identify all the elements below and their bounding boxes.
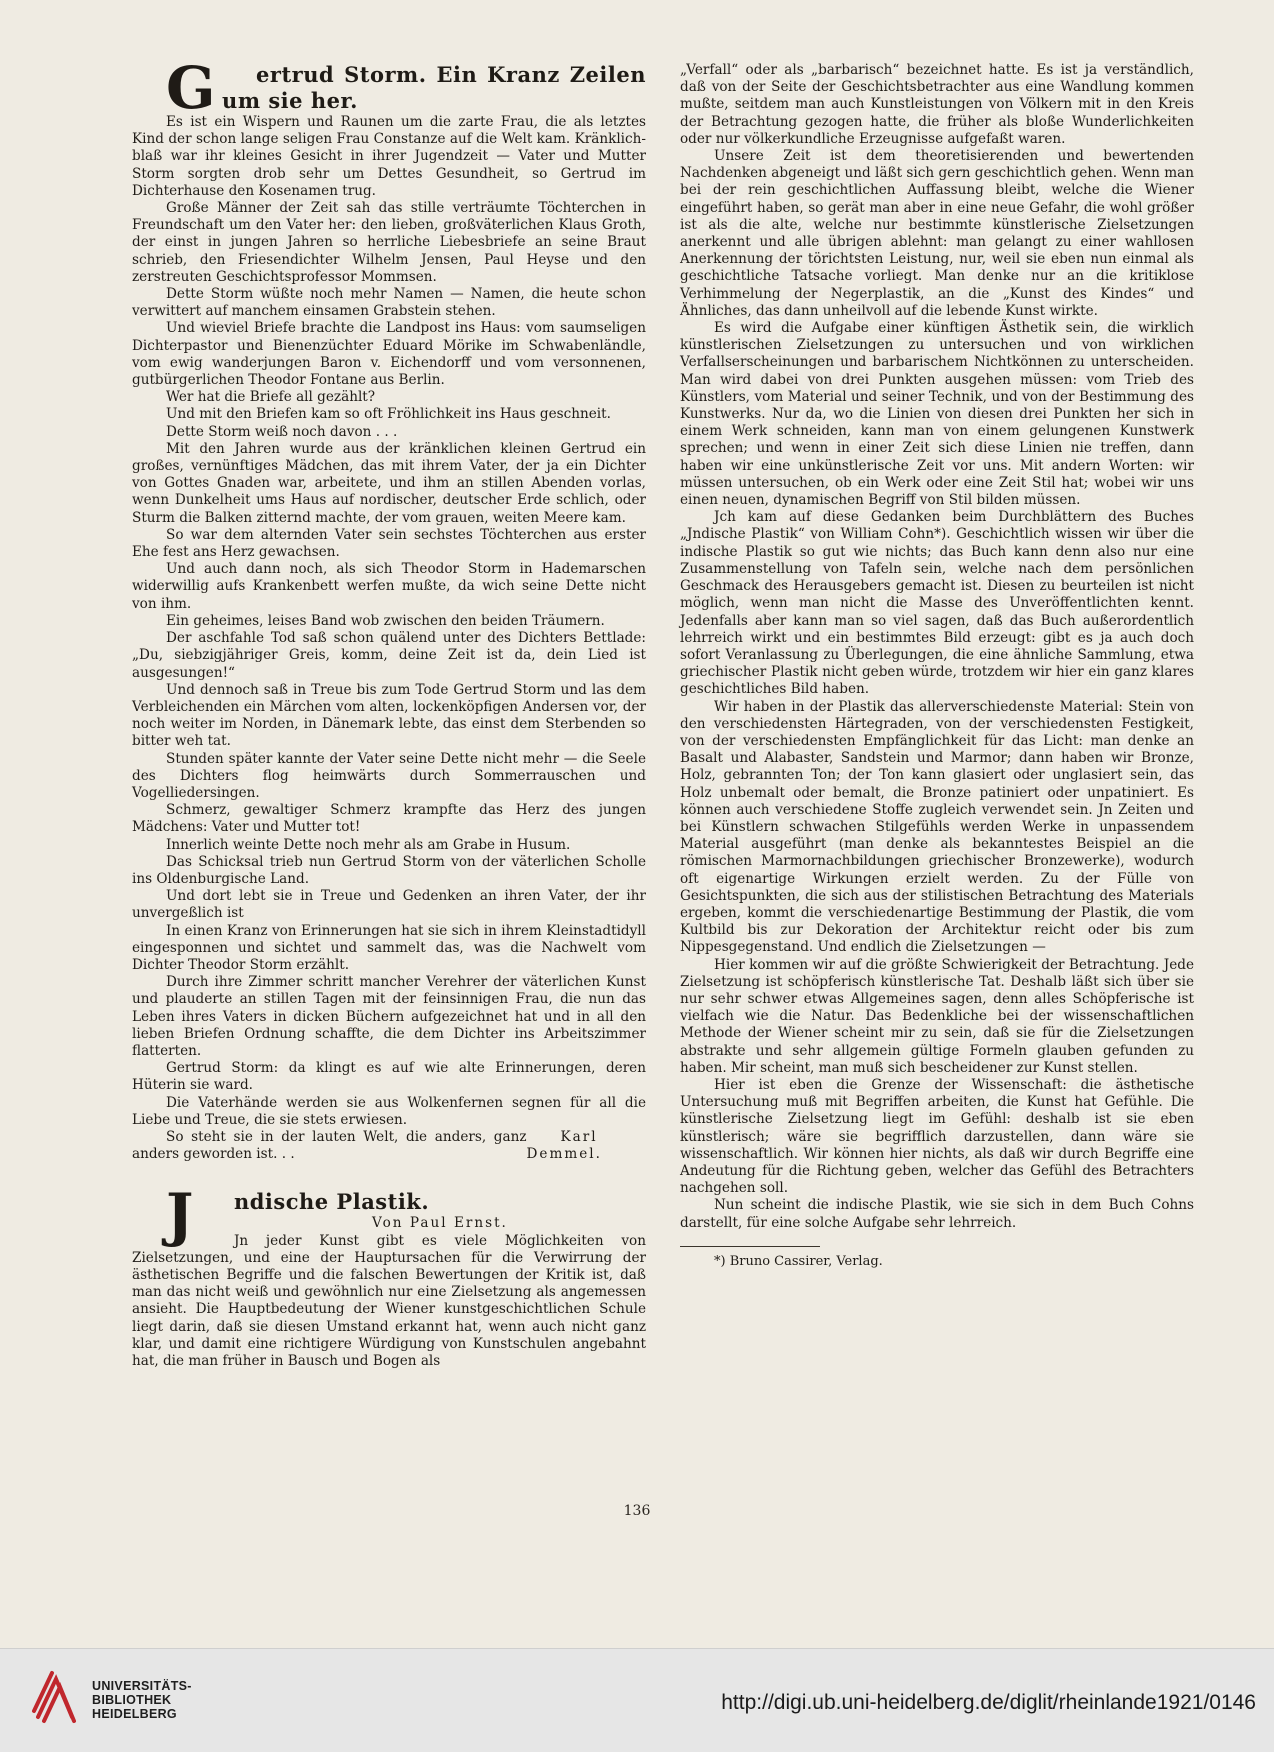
paragraph: Es wird die Aufgabe einer künftigen Ästhetik sein, die wirklich künstlerischen Zielsetzungen zu untersuchen und von wirklichen Verfallserscheinungen und barbarischem Nichtkönnen zu unterscheiden. Man wird dabei von drei Punkten ausgehen müssen: vom Trieb des Künstlers, vom Material und seiner Technik, und von der Bestimmung des Kunstwerks. Nur da, wo die Linien von diesen drei Punkten her sich in einem Werk schneiden, kann man von einem gelungenen Kunstwerk sprechen; und wenn in einer Zeit sich diese Linien nie treffen, dann haben wir eine unkünstlerische Zeit vor uns. Mit andern Worten: wir müssen untersuchen, ob ein Werk oder eine Zeit Stil hat; wobei wir uns einen neuen, dynamischen Begriff von Stil bilden müssen. xyxy=(680,320,1194,509)
paragraph: Hier ist eben die Grenze der Wissenschaft: die ästhetische Untersuchung muß mit Begriffen arbeiten, die Kunst hat Gefühle. Die künstlerische Zielsetzung liegt im Gefühl: deshalb ist sie eben künstlerisch; wäre sie begrifflich darzustellen, dann wäre sie wissenschaftlich. Wir können hier nichts, als daß wir durch Begriffe eine Andeutung für die Richtung geben, welcher das Gefühl des Betrachters nachgehen soll. xyxy=(680,1076,1194,1197)
library-logo-icon xyxy=(30,1667,80,1729)
paragraph: Es ist ein Wispern und Raunen um die zarte Frau, die als letztes Kind der schon lange seligen Frau Constanze auf die Welt kam. Kränklich-blaß war ihr kleines Gesicht in ihrer Jugendzeit — Vater und Mutter Storm sorgten drob sehr um Dettes Gesundheit, so Gertrud im Dichterhause den Kosenamen trug. xyxy=(132,114,646,199)
left-column xyxy=(132,54,646,1370)
paragraph: Und auch dann noch, als sich Theodor Storm in Hademarschen widerwillig aufs Krankenbett werfen mußte, da wich seine Dette nicht von ihm. xyxy=(132,561,646,612)
paragraph: Der aschfahle Tod saß schon quälend unter des Dichters Bettlade: „Du, siebzigjähriger Greis, komm, deine Zeit ist da, dein Lied ist ausgesungen!“ xyxy=(132,630,646,681)
paragraph: Gertrud Storm: da klingt es auf wie alte Erinnerungen, deren Hüterin sie ward. xyxy=(132,1060,646,1094)
paragraph: Dette Storm wüßte noch mehr Namen — Namen, die heute schon verwittert auf manchem einsamen Grabstein stehen. xyxy=(132,286,646,320)
paragraph: Und dort lebt sie in Treue und Gedenken an ihren Vater, der ihr unvergeßlich ist xyxy=(132,888,646,922)
paragraph: „Verfall“ oder als „barbarisch“ bezeichnet hatte. Es ist ja verständlich, daß von der Seite der Geschichtsbetrachter aus eine Wandlung kommen mußte, seitdem man auch Kunstleistungen von Völkern mit in den Kreis der Betrachtung gezogen hatte, die früher als bloße Wunderlichkeiten oder nur völkerkundliche Erzeugnisse aufgefaßt waren. xyxy=(680,62,1194,147)
paragraph: Nun scheint die indische Plastik, wie sie sich in dem Buch Cohns darstellt, für eine solche Aufgabe sehr lehrreich. xyxy=(680,1197,1194,1231)
paragraph: Die Vaterhände werden sie aus Wolkenfernen segnen für all die Liebe und Treue, die sie stets erwiesen. xyxy=(132,1094,646,1128)
paragraph: Und mit den Briefen kam so oft Fröhlichkeit ins Haus geschneit. xyxy=(166,406,611,423)
paragraph: Und dennoch saß in Treue bis zum Tode Gertrud Storm und las dem Verbleichenden ein Märchen vom alten, lockenköpfigen Andersen vor, der noch weiter im Norden, in Dänemark lebte, das einst dem Sterbenden so bitter weh tat. xyxy=(132,681,646,750)
article-byline: Von Paul Ernst. xyxy=(372,1215,508,1232)
article-title: G ertrud Storm. Ein Kranz Zeilen um sie her. xyxy=(132,62,646,114)
drop-cap: J xyxy=(166,1181,194,1250)
drop-cap: G xyxy=(166,54,217,122)
paragraph: Dette Storm weiß noch davon . . . xyxy=(166,423,398,440)
paragraph: Unsere Zeit ist dem theoretisierenden und bewertenden Nachdenken abgeneigt und läßt sich gern geschichtlich gehen. Wenn man bei der rein geschichtlichen Auffassung bleibt, welche die Wiener eingeführt haben, so gerät man aber in eine neue Gefahr, die wohl größer ist als die alte, welche nur bestimmte künstlerische Zielsetzungen anerkennt und alle übrigen ablehnt: man gelangt zu einer wahllosen Anerkennung der törichtsten Leistung, nur, weil sie eben nun einmal als geschichtliche Tatsache vorliegt. Man denke nur an die kritiklose Verhimmelung der Negerplastik, an die „Kunst des Kindes“ und Ähnliches, das dann unheilvoll auf die lebende Kunst wirkte. xyxy=(680,148,1194,319)
article-closing xyxy=(132,1129,646,1163)
library-name: UNIVERSITÄTS- BIBLIOTHEK HEIDELBERG xyxy=(92,1679,192,1721)
paragraph: Jn jeder Kunst gibt es viele Möglichkeiten von Zielsetzungen, und eine der Hauptursachen für die Verwirrung der ästhetischen Begriffe und die falschen Bewertungen der Kritik ist, daß man das nicht weiß und gewöhnlich nur eine Zielsetzung als angemessen ansieht. Die Hauptbedeutung der Wiener kunstgeschichtlichen Schule liegt darin, daß sie diesen Umstand erkannt hat, wenn auch nicht ganz klar, und damit eine richtigere Würdigung von Kunstschulen angebahnt hat, die man früher in Bausch und Bogen als xyxy=(132,1232,646,1370)
page-number: 136 xyxy=(623,1503,651,1519)
paragraph: Ein geheimes, leises Band wob zwischen den beiden Träumern. xyxy=(166,612,605,629)
paragraph: Innerlich weinte Dette noch mehr als am Grabe in Husum. xyxy=(166,836,571,853)
footnote: *) Bruno Cassirer, Verlag. xyxy=(714,1253,883,1269)
right-column xyxy=(680,62,1194,1270)
article-title: J ndische Plastik. xyxy=(132,1189,646,1215)
paragraph: Das Schicksal trieb nun Gertrud Storm von der väterlichen Scholle ins Oldenburgische Land. xyxy=(132,853,646,887)
viewer-footer xyxy=(0,1648,1274,1752)
paragraph: Wer hat die Briefe all gezählt? xyxy=(166,389,376,406)
paragraph: Wir haben in der Plastik das allerverschiedenste Material: Stein von den verschiedensten Härtegraden, von der verschiedensten Festigkeit, von der verschiedensten Empfänglichkeit für das Licht: man denke an Basalt und Alabaster, Sandstein und Marmor; dann haben wir Bronze, Holz, gebrannten Ton; der Ton kann glasiert oder unglasiert sein, das Holz unbemalt oder bemalt, die Bronze patiniert oder unpatiniert. Es können auch verschiedene Stoffe zugleich verwendet sein. Jn Zeiten und bei Künstlern schwachen Stilgefühls werden Werke in unpassendem Material ausgeführt (man denke als bekanntestes Beispiel an die römischen Marmornachbildungen griechischer Bronzewerke), wodurch oft eigenartige Wirkungen erzielt werden. Zu der Fülle von Gesichtspunkten, die sich aus der stilistischen Betrachtung des Materials ergeben, kommt die verschiedenartige Bestimmung der Plastik, die vom Kultbild bis zur Dekoration der Architektur reicht oder bis zum Nippesgegenstand. Und endlich die Zielsetzungen — xyxy=(680,698,1194,956)
paragraph: Große Männer der Zeit sah das stille verträumte Töchterchen in Freundschaft um den Vater her: den lieben, großväterlichen Klaus Groth, der einst in jungen Jahren so herrliche Liebesbriefe an seine Braut schrieb, den Friesendichter Wilhelm Jensen, Paul Heyse und den zerstreuten Geschichtsprofessor Mommsen. xyxy=(132,200,646,285)
author-signature: Karl Demmel. xyxy=(526,1128,602,1163)
paragraph: Stunden später kannte der Vater seine Dette nicht mehr — die Seele des Dichters flog heimwärts durch Sommerrauschen und Vogelliedersingen. xyxy=(132,750,646,801)
paragraph: Und wieviel Briefe brachte die Landpost ins Haus: vom saumseligen Dichterpastor und Bienenzüchter Eduard Mörike im Schwabenländle, vom ewig wanderjungen Baron v. Eichendorff und vom versonnenen, gutbürgerlichen Theodor Fontane aus Berlin. xyxy=(132,320,646,389)
paragraph: Durch ihre Zimmer schritt mancher Verehrer der väterlichen Kunst und plauderte an stillen Tagen mit der feinsinnigen Frau, die nun das Leben ihres Vaters in dicken Büchern aufgezeichnet hat und in all den lieben Briefen Ordnung schaffte, die dem Dichter ins Arbeitszimmer flatterten. xyxy=(132,974,646,1059)
closing-line: So steht sie in der lauten Welt, die anders, ganz anders geworden ist. . . xyxy=(132,1128,527,1163)
paragraph: Mit den Jahren wurde aus der kränklichen kleinen Gertrud ein großes, vernünftiges Mädchen, das mit ihrem Vater, der ja ein Dichter von Gottes Gnaden war, arbeitete, und ihm an stillen Abenden vorlas, wenn Dunkelheit ums Haus auf nordischer, deutscher Erde schlich, oder Sturm die Balken zitternd machte, der vom grauen, weiten Meere kam. xyxy=(132,440,646,526)
article-indische-plastik xyxy=(132,1181,646,1370)
paragraph: Schmerz, gewaltiger Schmerz krampfte das Herz des jungen Mädchens: Vater und Mutter tot! xyxy=(132,802,646,836)
paragraph: Jch kam auf diese Gedanken beim Durchblättern des Buches „Jndische Plastik“ von William Cohn*). Geschichtlich wissen wir über die indische Plastik so gut wie nichts; das Buch kann denn also nur eine Zusammenstellung von Tafeln sein, welche nach dem persönlichen Geschmack des Herausgebers gemacht ist. Diesen zu beurteilen ist nicht möglich, wenn man nicht die Masse des Unveröffentlichten kennt. Jedenfalls aber kann man so viel sagen, daß das Buch außerordentlich lehrreich wirkt und ein bestimmtes Bild erzeugt: gibt es ja auch doch sofort Veranlassung zu Überlegungen, die eine ähnliche Sammlung, etwa griechischer Plastik nicht geben würde, trotzdem wir hier ein ganz klares geschichtliches Bild haben. xyxy=(680,509,1194,698)
permalink-url[interactable]: http://digi.ub.uni-heidelberg.de/diglit/rheinlande1921/0146 xyxy=(721,1691,1256,1714)
paragraph: Hier kommen wir auf die größte Schwierigkeit der Betrachtung. Jede Zielsetzung ist schöpferisch künstlerische Tat. Deshalb läßt sich über sie nur sehr schwer etwas Allgemeines sagen, denn alles Schöpferische ist vielfach wie die Natur. Das Bedenkliche bei der wissenschaftlichen Methode der Wiener scheint mir zu sein, daß sie für die Zielsetzungen abstrakte und sehr allgemein gültige Formeln glauben gefunden zu haben. Mir scheint, man muß sich bescheidener zur Kunst stellen. xyxy=(680,956,1194,1076)
paragraph: In einen Kranz von Erinnerungen hat sie sich in ihrem Kleinstadtidyll eingesponnen und sichtet und sammelt das, was die Nachwelt vom Dichter Theodor Storm erzählt. xyxy=(132,922,646,973)
paragraph: So war dem alternden Vater sein sechstes Töchterchen aus erster Ehe fest ans Herz gewachsen. xyxy=(132,526,646,561)
footnote-rule xyxy=(680,1246,820,1247)
article-gertrud-storm xyxy=(132,54,646,1163)
